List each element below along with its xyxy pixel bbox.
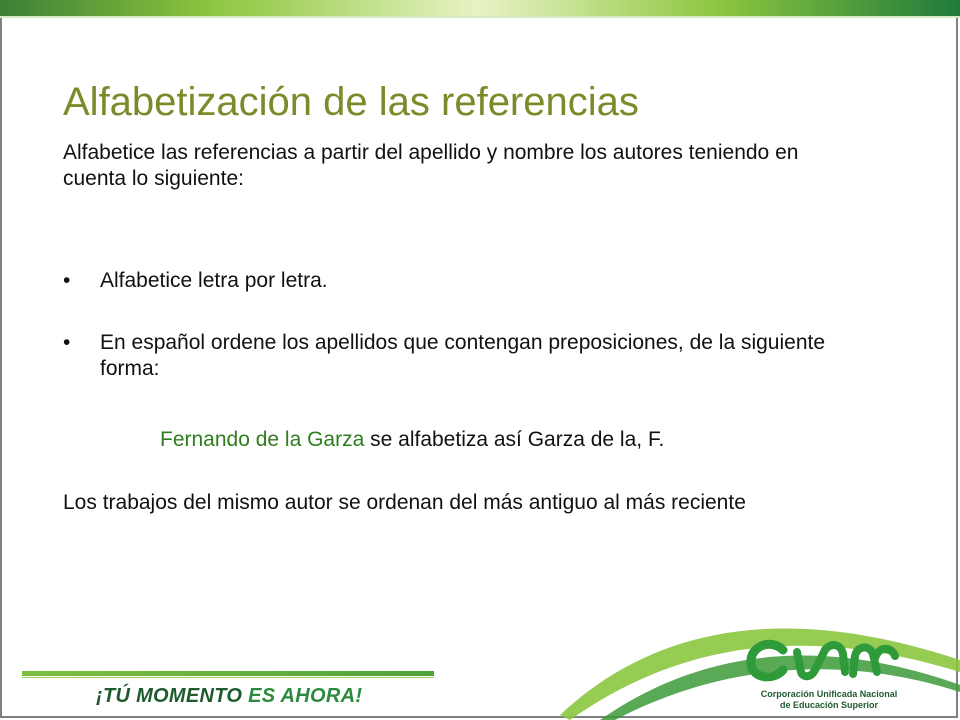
logo-caption-line-2: de Educación Superior (779, 700, 879, 710)
logo-caption (744, 689, 914, 711)
slide-title: Alfabetización de las referencias (63, 80, 639, 124)
bullet-item-2 (63, 330, 893, 390)
example-highlight: Fernando de la Garza (160, 428, 365, 451)
slogan (96, 685, 362, 708)
top-gradient-band (0, 0, 960, 16)
bullet-marker: • (63, 269, 71, 292)
cun-logo (745, 628, 915, 688)
slogan-part-1: ¡TÚ MOMENTO (96, 685, 249, 707)
slogan-part-2: ES AHORA! (248, 685, 363, 707)
example-rest: se alfabetiza así Garza de la, F. (364, 428, 665, 451)
closing-paragraph: Los trabajos del mismo autor se ordenan del más antiguo al más reciente (63, 491, 746, 514)
bullet-item-1 (63, 268, 893, 298)
intro-paragraph: Alfabetice las referencias a partir del apellido y nombre los autores teniendo en cuenta lo siguiente: (63, 141, 799, 190)
bullet-text: Alfabetice letra por letra. (100, 269, 328, 292)
bullet-marker: • (63, 331, 71, 354)
slogan-underline-thin (22, 677, 434, 678)
example-line (160, 428, 664, 452)
slogan-underline (22, 671, 434, 676)
logo-caption-line-1: Corporación Unificada Nacional (760, 689, 898, 699)
bullet-text: En español ordene los apellidos que contengan preposiciones, de la siguiente forma: (100, 331, 826, 380)
